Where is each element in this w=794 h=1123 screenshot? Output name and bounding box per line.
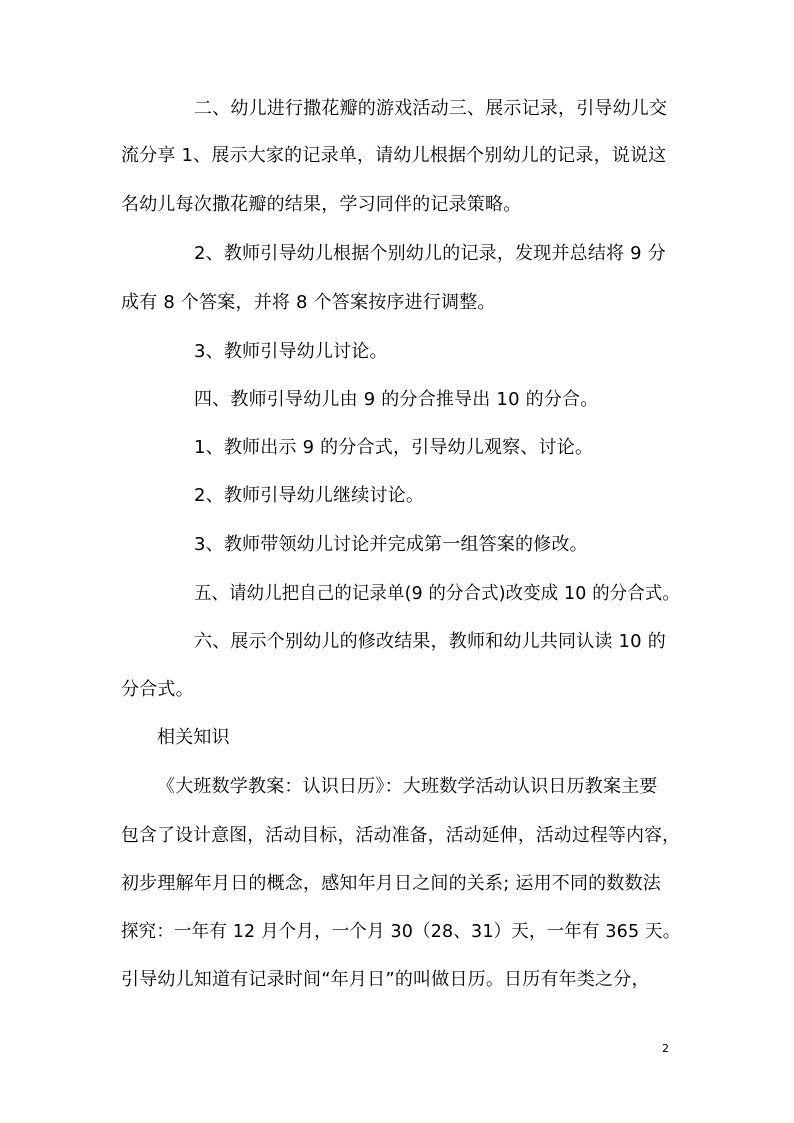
text-line: 包含了设计意图，活动目标，活动准备，活动延伸，活动过程等内容， [121,825,681,846]
text-line: 成有 8 个答案，并将 8 个答案按序进行调整。 [121,292,496,313]
text-line: 五、请幼儿把自己的记录单(9 的分合式)改变成 10 的分合式。 [194,583,680,604]
text-line: 分合式。 [121,679,194,700]
text-line: 流分享 1、展示大家的记录单，请幼儿根据个别幼儿的记录，说说这 [121,145,667,166]
text-line: 四、教师引导幼儿由 9 的分合推导出 10 的分合。 [194,389,599,410]
text-line: 二、幼儿进行撒花瓣的游戏活动三、展示记录，引导幼儿交 [194,98,668,119]
text-line: 3、教师带领幼儿讨论并完成第一组答案的修改。 [194,534,588,555]
text-line: 初步理解年月日的概念，感知年月日之间的关系; 运用不同的数数法 [121,873,661,894]
text-line: 2、教师引导幼儿继续讨论。 [194,485,425,506]
text-line: 引导幼儿知道有记录时间“年月日”的叫做日历。日历有年类之分， [121,969,650,990]
section-heading: 相关知识 [157,727,230,748]
text-line: 1、教师出示 9 的分合式，引导幼儿观察、讨论。 [194,437,594,458]
text-line: 2、教师引导幼儿根据个别幼儿的记录，发现并总结将 9 分 [194,243,666,264]
text-line: 六、展示个别幼儿的修改结果，教师和幼儿共同认读 10 的 [194,631,666,652]
page-number: 2 [662,1042,669,1055]
text-line: 3、教师引导幼儿讨论。 [194,341,388,362]
text-line: 《大班数学教案：认识日历》：大班数学活动认识日历教案主要 [157,776,658,797]
text-line: 探究：一年有 12 月个月，一个月 30（28、31）天，一年有 365 天。 [121,921,681,942]
text-line: 名幼儿每次撒花瓣的结果，学习同伴的记录策略。 [121,194,522,215]
